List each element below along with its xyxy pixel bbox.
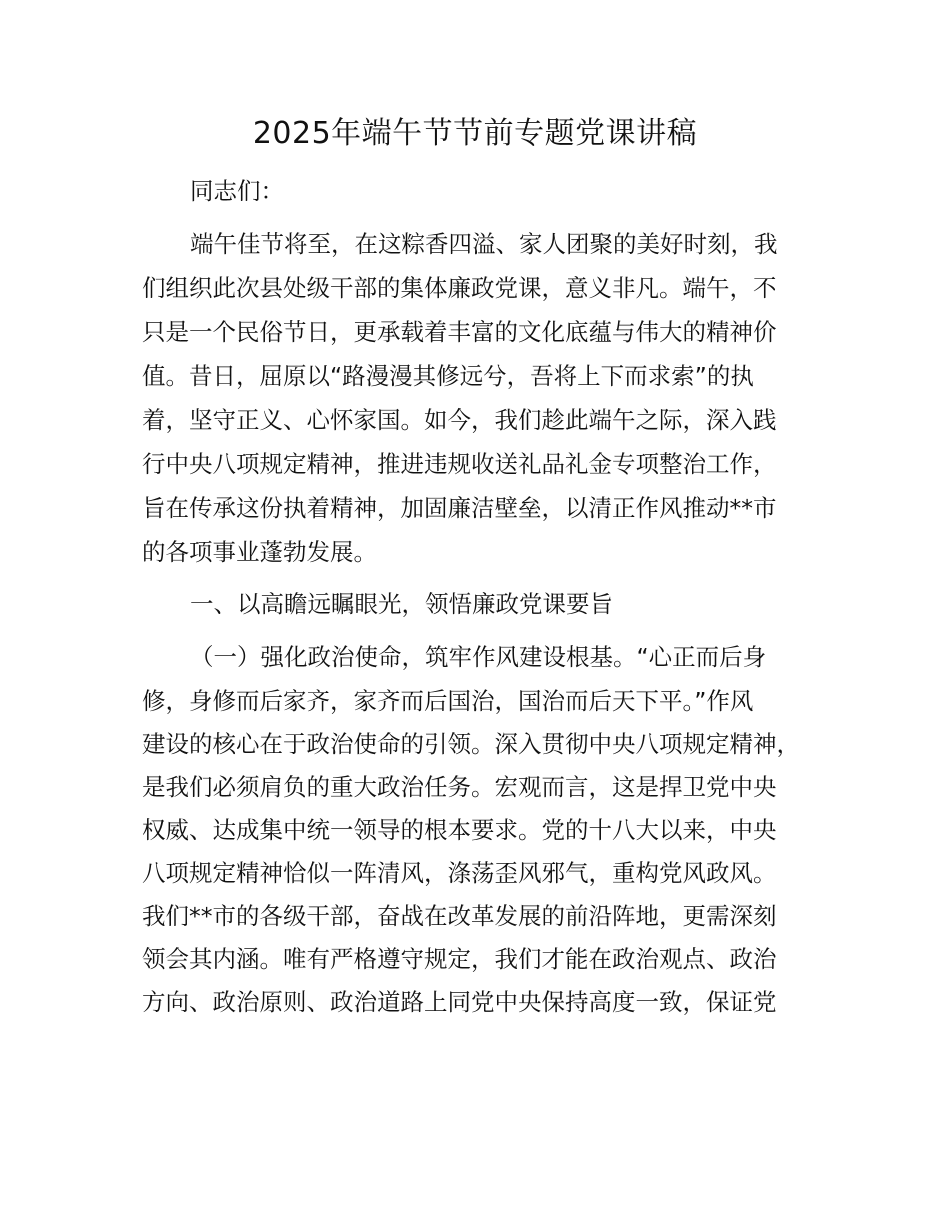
paragraph-line: （一）强化政治使命，筑牢作风建设根基。“心正而后身 xyxy=(190,643,767,671)
paragraph-line: 八项规定精神恰似一阵清风，涤荡歪风邪气，重构党风政风。 xyxy=(142,859,777,887)
paragraph-line: 行中央八项规定精神，推进违规收送礼品礼金专项整治工作， xyxy=(142,450,777,478)
paragraph-line: 旨在传承这份执着精神，加固廉洁壁垒，以清正作风推动**市 xyxy=(142,494,777,522)
paragraph-line: 建设的核心在于政治使命的引领。深入贯彻中央八项规定精神， xyxy=(142,730,800,758)
paragraph-line: 着，坚守正义、心怀家国。如今，我们趁此端午之际，深入践 xyxy=(142,406,777,434)
paragraph-line: 端午佳节将至，在这粽香四溢、家人团聚的美好时刻，我 xyxy=(190,230,778,258)
paragraph-line: 方向、政治原则、政治道路上同党中央保持高度一致，保证党 xyxy=(142,988,777,1016)
paragraph-line: 的各项事业蓬勃发展。 xyxy=(142,538,377,566)
section-1-heading: 一、以高瞻远瞩眼光，领悟廉政党课要旨 xyxy=(190,590,613,618)
paragraph-line: 领会其内涵。唯有严格遵守规定，我们才能在政治观点、政治 xyxy=(142,945,777,973)
paragraph-line: 修，身修而后家齐，家齐而后国治，国治而后天下平。”作风 xyxy=(142,687,754,715)
paragraph-line: 们组织此次县处级干部的集体廉政党课，意义非凡。端午，不 xyxy=(142,274,777,302)
paragraph-line: 值。昔日，屈原以“路漫漫其修远兮，吾将上下而求索”的执 xyxy=(142,362,754,390)
paragraph-line: 我们**市的各级干部，奋战在改革发展的前沿阵地，更需深刻 xyxy=(142,902,777,930)
document-title: 2025年端午节节前专题党课讲稿 xyxy=(252,116,698,151)
paragraph-line: 只是一个民俗节日，更承载着丰富的文化底蕴与伟大的精神价 xyxy=(142,318,777,346)
salutation: 同志们： xyxy=(190,177,284,205)
paragraph-line: 权威、达成集中统一领导的根本要求。党的十八大以来，中央 xyxy=(142,816,777,844)
paragraph-line: 是我们必须肩负的重大政治任务。宏观而言，这是捍卫党中央 xyxy=(142,773,777,801)
